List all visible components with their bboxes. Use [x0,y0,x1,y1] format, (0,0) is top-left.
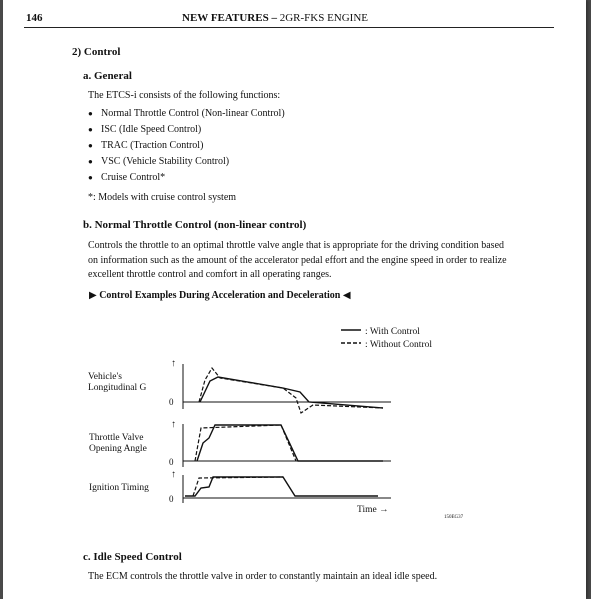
page-number: 146 [26,12,43,24]
subsection-heading-normal-throttle: b. Normal Throttle Control (non-linear control) [83,219,307,231]
panel3-up-arrow: ↑ [171,469,176,480]
panel2-without-control-line [195,425,296,461]
panel1-zero-label: 0 [169,397,174,407]
isc-body: The ECM controls the throttle valve in order to constantly maintain an ideal idle speed. [88,571,438,582]
panel2-up-arrow: ↑ [171,419,176,430]
page-header [3,0,586,30]
examples-title: ▶ Control Examples During Acceleration and Deceleration ◀ [89,290,351,301]
header-title [182,12,368,24]
footnote: *: Models with cruise control system [88,192,237,203]
function-item: ● TRAC (Traction Control) [88,139,285,155]
panel2-ylabel-line1: Throttle Valve [89,433,144,443]
section-heading-control: 2) Control [72,46,121,58]
function-item: ● Cruise Control* [88,171,285,187]
header-title-engine: 2GR-FKS ENGINE [279,12,369,24]
panel1-ylabel-line1: Vehicle's [88,372,122,382]
manual-page [3,0,586,599]
subsection-heading-general: a. General [83,70,132,82]
function-list [88,107,285,187]
panel1-with-control-line [200,377,383,408]
panel2-zero-label: 0 [169,457,174,467]
legend-label-without-control: : Without Control [365,340,433,350]
header-title-prefix: NEW FEATURES – [182,12,280,24]
control-chart [3,320,586,525]
panel1-ylabel-line2: Longitudinal G [88,383,147,393]
general-intro: The ETCS-i consists of the following functions: [88,90,281,101]
header-rule [24,27,554,28]
normal-throttle-body: Controls the throttle to an optimal throttle valve angle that is appropriate for the driving condition based on information such as the amount of the accelerator pedal effort and the engine speed in order to realize excellent throttle control and comfort in all operating ranges. [88,240,507,280]
panel3-ylabel: Ignition Timing [89,483,149,493]
panel2-ylabel-line2: Opening Angle [89,444,147,454]
subsection-heading-isc: c. Idle Speed Control [83,551,182,563]
function-item: ● ISC (Idle Speed Control) [88,123,285,139]
panel3-zero-label: 0 [169,494,174,504]
function-item: ● VSC (Vehicle Stability Control) [88,155,285,171]
figure-code: 150EG37 [444,515,464,520]
panel1-up-arrow: ↑ [171,358,176,369]
panel3-without-control-line [193,477,283,496]
function-item: ● Normal Throttle Control (Non-linear Control) [88,107,285,123]
legend-label-with-control: : With Control [365,327,420,337]
time-axis-label: Time → [357,505,389,515]
panel2-with-control-line [197,425,383,461]
panel3-with-control-line [185,477,378,496]
